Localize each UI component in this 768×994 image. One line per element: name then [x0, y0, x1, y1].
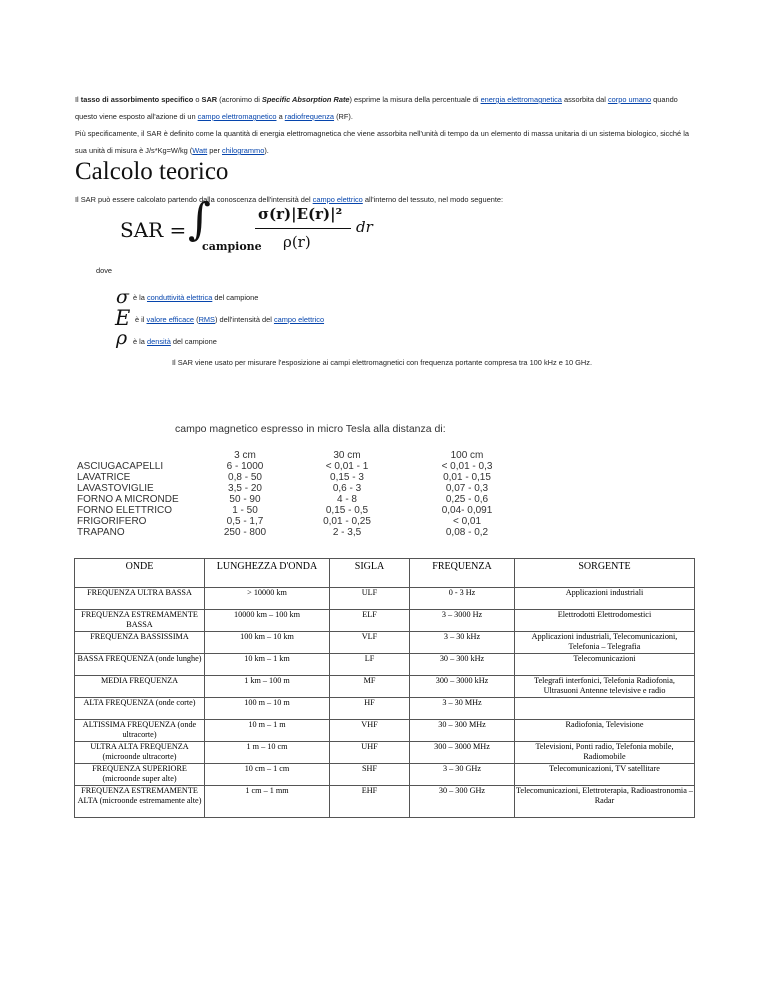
table-cell: 30 – 300 GHz [410, 786, 515, 818]
table-cell: ULF [330, 588, 410, 610]
term-specific-absorption-rate: Specific Absorption Rate [261, 95, 350, 104]
fraction-bar [255, 228, 351, 229]
table-cell: Applicazioni industriali, Telecomunicazioni, Telefonia – Telegrafia [515, 632, 695, 654]
link-rms[interactable]: RMS [198, 315, 215, 324]
header-sigla: SIGLA [330, 559, 410, 588]
table-cell: 3 – 3000 Hz [410, 610, 515, 632]
value-cell: 0,01 - 0,15 [443, 472, 491, 483]
link-densita[interactable]: densità [146, 337, 171, 346]
text: Più specificamente, il SAR è definito come la quantità di energia elettromagnetica che viene assorbita nell'unità di tempo da un elemento di massa unitaria di un sistema biologico, sicché la sua unità di misura è J/s*Kg=W/kg ( [75, 129, 689, 155]
link-energia-elettromagnetica[interactable]: energia elettromagnetica [480, 95, 562, 104]
formula-numerator: σ(r)|E(r)|² [258, 205, 343, 223]
table-cell: ALTISSIMA FREQUENZA (onde ultracorte) [75, 720, 205, 742]
table-cell: UHF [330, 742, 410, 764]
integral-sign: ∫ [188, 194, 211, 245]
table-cell: FREQUENZA BASSISSIMA [75, 632, 205, 654]
table-cell: Radiofonia, Televisione [515, 720, 695, 742]
header-lunghezza-onda: LUNGHEZZA D'ONDA [205, 559, 330, 588]
dove-label: dove [96, 266, 113, 275]
text: ). [264, 146, 269, 155]
table-header-row [75, 559, 695, 588]
value-cell: 6 - 1000 [226, 461, 264, 472]
table-cell: 10 m – 1 m [205, 720, 330, 742]
table-cell: MEDIA FREQUENZA [75, 676, 205, 698]
text: Il [75, 95, 81, 104]
table-cell: Telecomunicazioni, Elettroterapia, Radioastronomia – Radar [515, 786, 695, 818]
definition-paragraph [75, 125, 695, 159]
table-cell: FREQUENZA ESTREMAMENTE BASSA [75, 610, 205, 632]
link-radiofrequenza[interactable]: radiofrequenza [284, 112, 335, 121]
table-cell: Applicazioni industriali [515, 588, 695, 610]
text: Il SAR può essere calcolato partendo dalla conoscenza dell'intensità del [75, 195, 313, 204]
table-cell: 100 km – 10 km [205, 632, 330, 654]
link-chilogrammo[interactable]: chilogrammo [222, 146, 265, 155]
table-cell: 30 – 300 MHz [410, 720, 515, 742]
formula-denominator: ρ(r) [283, 233, 311, 251]
e-symbol: E [115, 306, 131, 330]
distance-label: 100 cm [450, 450, 484, 461]
text: è il [135, 315, 147, 324]
table-cell: 10000 km – 100 km [205, 610, 330, 632]
value-cell: 0,04- 0,091 [441, 505, 493, 516]
text: assorbita dal [561, 95, 608, 104]
value-cell: 2 - 3,5 [332, 527, 362, 538]
header-frequenza: FREQUENZA [410, 559, 515, 588]
value-cell: 0,5 - 1,7 [226, 516, 264, 527]
table-cell: EHF [330, 786, 410, 818]
table-cell: SHF [330, 764, 410, 786]
table-row [75, 764, 695, 786]
table-cell: 10 cm – 1 cm [205, 764, 330, 786]
magnetic-field-image [77, 423, 539, 538]
table-cell: LF [330, 654, 410, 676]
table-cell: BASSA FREQUENZA (onde lunghe) [75, 654, 205, 676]
table-cell: FREQUENZA ULTRA BASSA [75, 588, 205, 610]
distance-label: 30 cm [333, 450, 361, 461]
value-cell: 4 - 8 [336, 494, 357, 505]
link-valore-efficace[interactable]: valore efficace [146, 315, 195, 324]
device-name: FRIGORIFERO [77, 516, 147, 527]
table-cell: HF [330, 698, 410, 720]
table-cell: Telegrafi interfonici, Telefonia Radiofonia, Ultrasuoni Antenne televisive e radio [515, 676, 695, 698]
table-cell: 300 – 3000 MHz [410, 742, 515, 764]
sigma-definition [133, 293, 258, 302]
value-cell: 0,8 - 50 [228, 472, 262, 483]
link-conduttivita-elettrica[interactable]: conduttività elettrica [146, 293, 213, 302]
table-cell: 10 km – 1 km [205, 654, 330, 676]
distance-100cm-column [422, 450, 512, 538]
value-cell: 1 - 50 [232, 505, 258, 516]
table-cell: 3 – 30 kHz [410, 632, 515, 654]
device-name: FORNO A MICRONDE [77, 494, 179, 505]
link-corpo-umano[interactable]: corpo umano [607, 95, 652, 104]
table-cell: 0 - 3 Hz [410, 588, 515, 610]
usage-note: Il SAR viene usato per misurare l'esposizione ai campi elettromagnetici con frequenza portante compresa tra 100 kHz e 10 GHz. [172, 358, 593, 367]
distance-label: 3 cm [234, 450, 256, 461]
device-name: FORNO ELETTRICO [77, 505, 173, 516]
sigma-symbol: σ [116, 286, 129, 308]
link-campo-elettromagnetico[interactable]: campo elettromagnetico [197, 112, 277, 121]
table-cell: ALTA FREQUENZA (onde corte) [75, 698, 205, 720]
table-cell: 1 m – 10 cm [205, 742, 330, 764]
text: del campione [170, 337, 217, 346]
table-row [75, 698, 695, 720]
rho-symbol: ρ [116, 327, 128, 349]
device-name: TRAPANO [77, 527, 125, 538]
table-row [75, 632, 695, 654]
calc-paragraph [75, 191, 695, 208]
value-cell: 0,15 - 3 [330, 472, 364, 483]
device-name: LAVATRICE [77, 472, 131, 483]
value-cell: < 0,01 - 0,3 [441, 461, 493, 472]
value-cell: 0,15 - 0,5 [325, 505, 369, 516]
device-name: LAVASTOVIGLIE [77, 483, 154, 494]
table-row [75, 786, 695, 818]
value-cell: 0,01 - 0,25 [323, 516, 371, 527]
text: ) dell'intensità del [215, 315, 274, 324]
text: ) esprime la misura della percentuale di [349, 95, 481, 104]
integral-subscript: campione [202, 240, 262, 253]
intro-paragraph [75, 91, 695, 125]
section-heading: Calcolo teorico [75, 158, 229, 185]
table-cell: 1 cm – 1 mm [205, 786, 330, 818]
table-body [75, 588, 695, 818]
header-onde: ONDE [75, 559, 205, 588]
value-cell: 50 - 90 [229, 494, 261, 505]
term-sar-acronym: SAR [201, 95, 218, 104]
table-cell: 30 – 300 kHz [410, 654, 515, 676]
table-cell [515, 698, 695, 720]
value-cell: 0,08 - 0,2 [445, 527, 489, 538]
formula-differential: dr [356, 218, 373, 236]
table-cell: 3 – 30 GHz [410, 764, 515, 786]
table-cell: 3 – 30 MHz [410, 698, 515, 720]
value-cell: 3,5 - 20 [228, 483, 262, 494]
table-row [75, 742, 695, 764]
formula-lhs: SAR = [120, 218, 187, 242]
distance-3cm-column [215, 450, 275, 538]
text: a [276, 112, 285, 121]
link-watt[interactable]: Watt [192, 146, 208, 155]
text: è la [133, 293, 147, 302]
table-cell: FREQUENZA SUPERIORE (microonde super alte) [75, 764, 205, 786]
distance-30cm-column [312, 450, 382, 538]
term-sar-bold: tasso di assorbimento specifico [80, 95, 194, 104]
text: per [207, 146, 222, 155]
table-cell: 100 m – 10 m [205, 698, 330, 720]
text: quando questo viene esposto all'azione di un [75, 95, 678, 121]
text: (RF). [334, 112, 353, 121]
text: del campione [212, 293, 259, 302]
table-cell: MF [330, 676, 410, 698]
value-cell: 0,6 - 3 [332, 483, 362, 494]
device-name: ASCIUGACAPELLI [77, 461, 164, 472]
value-cell: < 0,01 - 1 [325, 461, 369, 472]
link-campo-elettrico[interactable]: campo elettrico [312, 195, 363, 204]
table-cell: Telecomunicazioni, TV satellitare [515, 764, 695, 786]
table-cell: Televisioni, Ponti radio, Telefonia mobile, Radiomobile [515, 742, 695, 764]
text: all'interno del tessuto, nel modo seguente: [362, 195, 504, 204]
magnetic-field-header: campo magnetico espresso in micro Tesla alla distanza di: [175, 423, 446, 435]
table-row [75, 676, 695, 698]
value-cell: < 0,01 [452, 516, 482, 527]
value-cell: 250 - 800 [223, 527, 267, 538]
frequency-table [74, 558, 695, 818]
table-cell: > 10000 km [205, 588, 330, 610]
text: (acronimo di [217, 95, 262, 104]
table-cell: 1 km – 100 m [205, 676, 330, 698]
table-cell: 300 – 3000 kHz [410, 676, 515, 698]
rho-definition [133, 337, 217, 346]
text: o [193, 95, 202, 104]
table-row [75, 654, 695, 676]
text: è la [133, 337, 147, 346]
table-cell: Telecomunicazioni [515, 654, 695, 676]
table-row [75, 610, 695, 632]
value-cell: 0,25 - 0,6 [445, 494, 489, 505]
table-cell: VLF [330, 632, 410, 654]
device-names-column [77, 450, 179, 538]
table-row [75, 588, 695, 610]
table-row [75, 720, 695, 742]
table-cell: VHF [330, 720, 410, 742]
table-cell: ULTRA ALTA FREQUENZA (microonde ultracorte) [75, 742, 205, 764]
header-sorgente: SORGENTE [515, 559, 695, 588]
table-cell: FREQUENZA ESTREMAMENTE ALTA (microonde estremamente alte) [75, 786, 205, 818]
table-cell: ELF [330, 610, 410, 632]
text: ( [194, 315, 199, 324]
e-definition [135, 315, 324, 324]
table-cell: Elettrodotti Elettrodomestici [515, 610, 695, 632]
link-campo-elettrico-2[interactable]: campo elettrico [273, 315, 325, 324]
value-cell: 0,07 - 0,3 [445, 483, 489, 494]
